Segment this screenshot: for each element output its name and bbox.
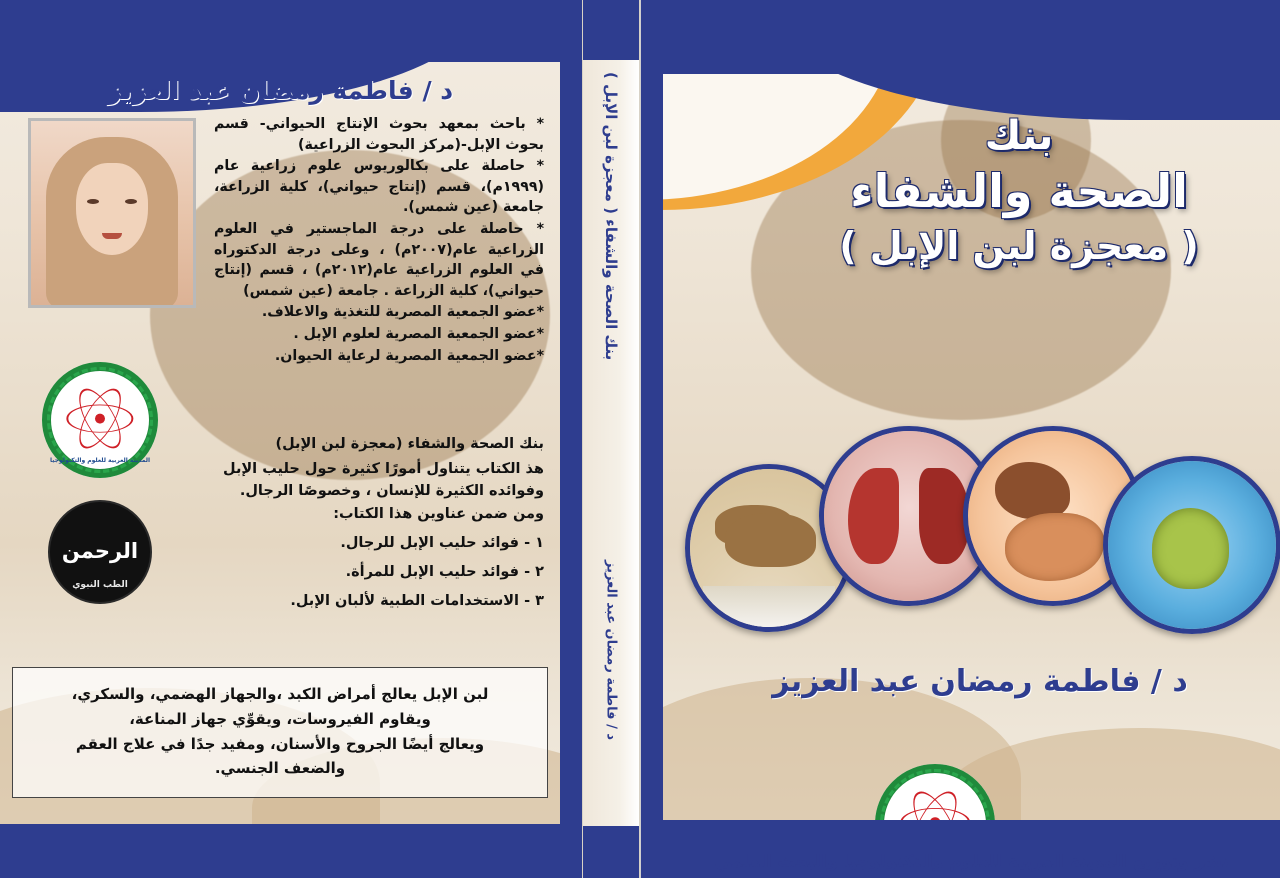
author-biography <box>214 114 544 367</box>
front-cover-content <box>0 62 560 824</box>
bio-line: *عضو الجمعية المصرية لرعاية الحيوان. <box>274 347 544 364</box>
bio-line: * حاصلة على بكالوريوس علوم زراعية عام (١٩٩٩م)، قسم (إنتاج حيواني)، كلية الزراعة، جامعة (عين شمس). <box>214 158 544 216</box>
atom-icon <box>900 788 970 820</box>
description-paragraph: هذ الكتاب يتناول أمورًا كثيرة حول حليب الإبل وفوائده الكثيرة للإنسان ، وخصوصًا الرجال. <box>223 460 544 499</box>
benefits-line: ويعالج أيضًا الجروح والأسنان، ومفيد جدًا في علاج العقم <box>75 734 485 753</box>
spine-author: د / فاطمة رمضان عبد العزيز <box>603 560 619 741</box>
atom-nucleus-icon <box>95 413 106 424</box>
author-portrait <box>28 118 196 308</box>
photo-circle-xray <box>1103 456 1280 634</box>
author-name-back: د / فاطمة رمضان عبد العزيز <box>772 664 1188 699</box>
spine-top-band <box>583 0 640 60</box>
title-line-3: ( معجزة لبن الإبل ) <box>839 223 1199 268</box>
corner-decoration <box>12 667 28 683</box>
bio-line: * باحث بمعهد بحوث الإنتاج الحيواني- قسم بحوث الإبل-(مركز البحوث الزراعية) <box>214 116 544 153</box>
frame-right-band <box>560 0 582 878</box>
front-cover <box>0 0 582 878</box>
book-spine <box>582 0 640 878</box>
seal-calligraphy-text: الرحمن <box>61 538 139 563</box>
title-line-2: الصحة والشفاء <box>850 163 1188 218</box>
frame-top-band <box>0 0 582 62</box>
frame-top-band <box>641 0 1280 74</box>
bio-line: *عضو الجمعية المصرية للتغذية والاعلاف. <box>261 304 544 321</box>
publisher-emblem-icon <box>42 362 158 478</box>
calligraphy-seal-icon <box>48 500 152 604</box>
back-cover <box>640 0 1280 878</box>
spine-bottom-band <box>583 826 640 878</box>
face-shape <box>76 163 148 255</box>
page-title <box>784 112 1254 269</box>
description-heading: بنك الصحة والشفاء (معجزة لبن الإبل) <box>275 436 544 452</box>
atom-icon <box>66 385 133 452</box>
eye-left-shape <box>87 199 99 204</box>
benefits-line: لبن الإبل يعالج أمراض الكبد ،والجهاز الهضمي، والسكري، <box>71 685 489 703</box>
contents-item: ٢ - فوائد حليب الإبل للمرأة. <box>345 563 544 580</box>
bio-line: *عضو الجمعية المصرية لعلوم الإبل . <box>293 325 544 342</box>
eye-right-shape <box>125 199 137 204</box>
publisher-line: نشر وتوزيع المدينة العربية للعلوم والتكنولوجيا والبحث العلمي <box>714 852 1229 872</box>
benefits-line: ويقاوم الفيروسات، ويقوِّي جهاز المناعة، <box>129 709 431 728</box>
title-line-1: بنك <box>984 113 1054 159</box>
contents-item: ١ - فوائد حليب الإبل للرجال. <box>340 535 544 551</box>
corner-decoration <box>532 667 548 683</box>
contents-item: ٣ - الاستخدامات الطبية لألبان الإبل. <box>290 592 544 609</box>
book-description <box>204 434 544 614</box>
seal-subtitle: الطب النبوي <box>72 580 128 590</box>
publisher-emblem-icon <box>875 764 995 820</box>
frame-bottom-band <box>0 824 582 878</box>
frame-left-band <box>641 0 663 878</box>
emblem-label: المدينة العربية للعلوم والتكنولوجيا <box>49 457 151 465</box>
back-cover-content <box>663 74 1280 820</box>
bio-line: * حاصلة على درجة الماجستير في العلوم الزراعية عام(٢٠٠٧م) ، وعلى درجة الدكتوراه في العلوم الزراعية عام(٢٠١٢م) ، قسم (إنتاج حيواني)، كلية الزراعة . جامعة (عين شمس) <box>214 220 544 299</box>
spine-title: بنك الصحة والشفاء ( معجزة لبن الإبل ) <box>602 72 620 361</box>
benefits-line: والضعف الجنسي. <box>214 759 346 778</box>
author-name-front: د / فاطمة رمضان عبد العزيز <box>106 76 454 105</box>
chest-xray-image <box>1108 461 1276 629</box>
contents-label: ومن ضمن عناوين هذا الكتاب: <box>333 506 544 523</box>
mouth-shape <box>102 233 122 239</box>
benefits-callout-box <box>12 667 548 798</box>
